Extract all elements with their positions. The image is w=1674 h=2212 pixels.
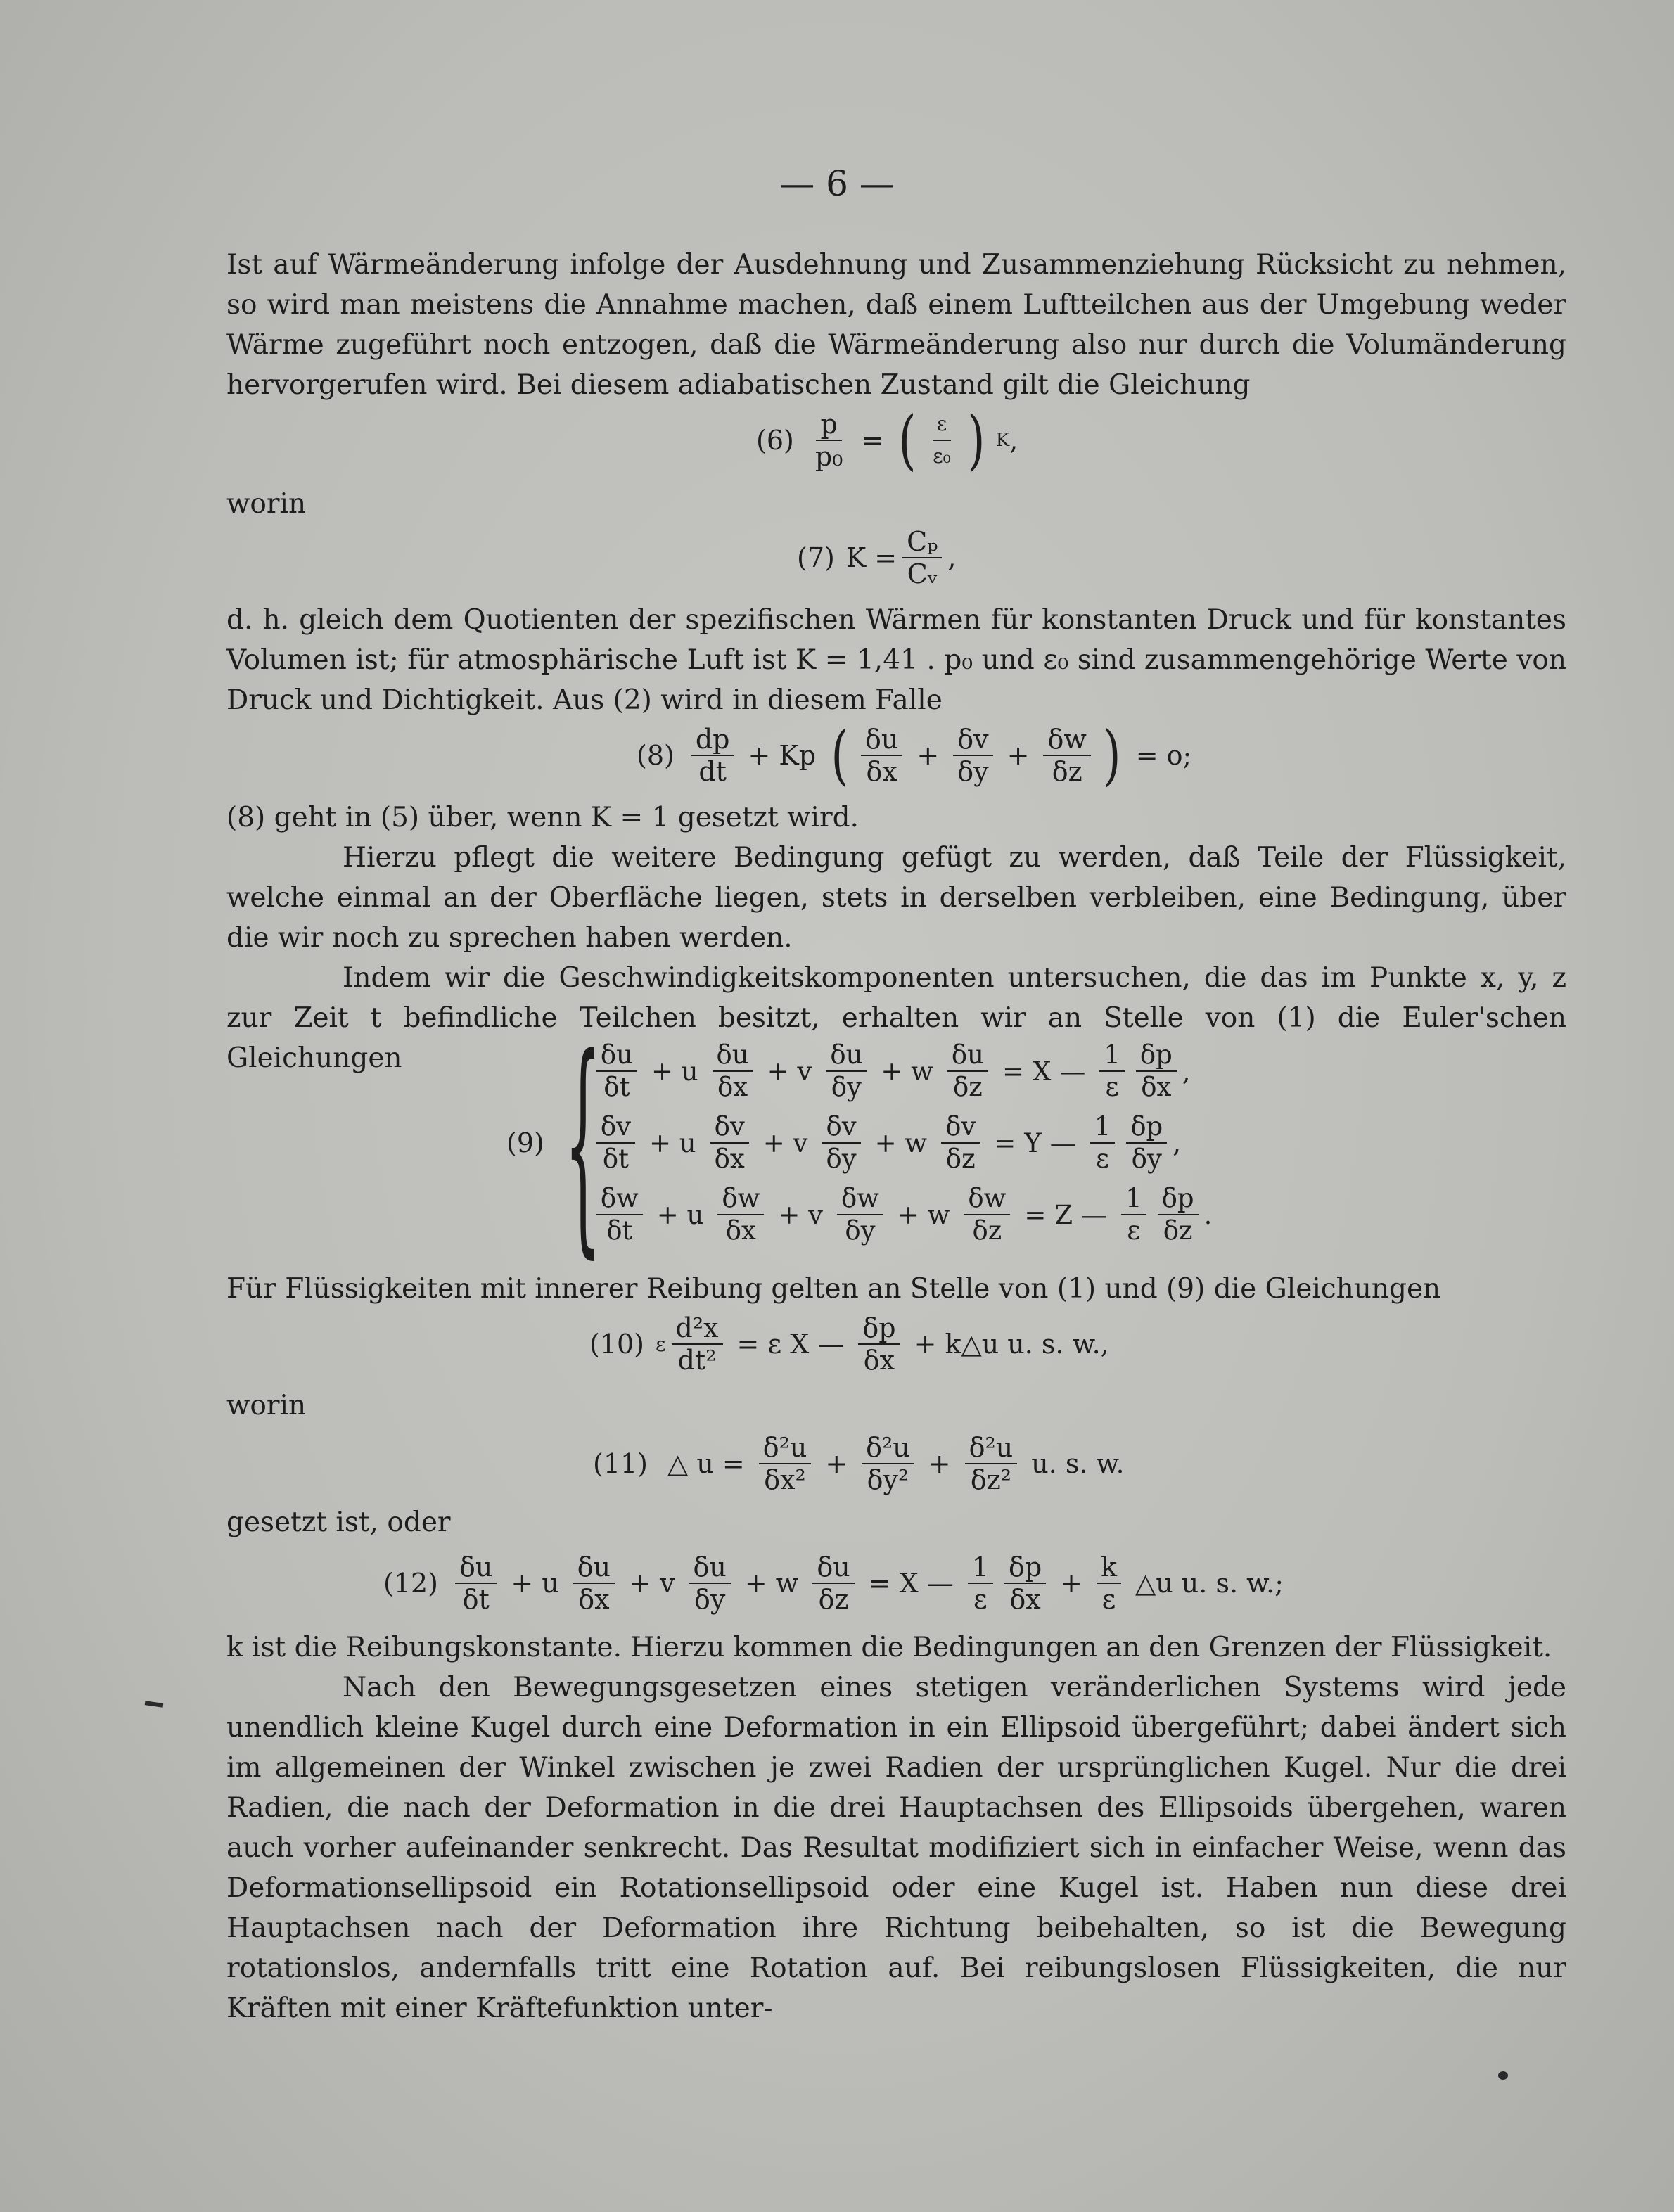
- paragraph-quotient: d. h. gleich dem Quotienten der spezifischen Wärmen für konstanten Druck und für konstantes Volumen ist; für atmosphärische Luft ist K = 1,41 . p₀ und ε₀ sind zusammengehörige Werte von Druck und Dichtigkeit. Aus (2) wird in diesem Falle: [226, 604, 1566, 716]
- euler-row-w: $\frac{\delta w}{\delta t}$ + u $\frac{\delta w}{\delta x}$ + v $\frac{\delta w}{\delta y}$ + w $\frac{\delta w}{\delta z}$ = Z — $\frac{1}{\varepsilon}$ $\frac{\delta p}{\delta z}$ .: [591, 1183, 1213, 1246]
- euler-row-v: $\frac{\delta v}{\delta t}$ + u $\frac{\delta v}{\delta x}$ + v $\frac{\delta v}{\delta y}$ + w $\frac{\delta v}{\delta z}$ = Y — $\frac{1}{\varepsilon}$ $\frac{\delta p}{\delta y}$ ,: [591, 1111, 1213, 1175]
- equation-12: (12) $\frac{\delta u}{\delta t}$ + u $\frac{\delta u}{\delta x}$ + v $\frac{\delta u}{\delta y}$ + w $\frac{\delta u}{\delta z}$ = X — $\frac{1}{\varepsilon}$ $\frac{\delta p}{\delta x}$ + $\frac{k}{\varepsilon}$ △u u. s. w.;: [383, 1552, 1284, 1615]
- equation-10: (10) ε $\frac{\text{d²x}}{\text{dt²}}$ = ε X — $\frac{\delta p}{\delta x}$ + k△u u. s. w.,: [589, 1312, 1109, 1376]
- scan-mark: [145, 1701, 164, 1708]
- paragraph-eq8-note: (8) geht in (5) über, wenn K = 1 gesetzt wird.: [226, 802, 860, 833]
- label-gesetzt: gesetzt ist, oder: [226, 1507, 451, 1538]
- paragraph-viscous-intro: Für Flüssigkeiten mit innerer Reibung gelten an Stelle von (1) und (9) die Gleichungen: [226, 1273, 1441, 1305]
- paragraph-friction-constant: k ist die Reibungskonstante. Hierzu kommen die Bedingungen an den Grenzen der Flüssigkeit.: [226, 1632, 1552, 1663]
- page-number: — 6 —: [779, 163, 895, 204]
- equation-9-euler-system: (9) { $\frac{\delta u}{\delta t}$ + u $\frac{\delta u}{\delta x}$ + v $\frac{\delta u}{\delta y}$ + w $\frac{\delta u}{\delta z}$ = X — $\frac{1}{\varepsilon}$ $\frac{\delta p}{\delta x}$ , $\frac{\delta v}{\delta t}$ + u $\frac{\delta v}{\delta x}$ + v $\frac{\delta v}{\delta y}$ + w $\frac{\delta v}{\delta z}$ = Y — $\frac{1}{\varepsilon}$ $\frac{\delta p}{\delta y}$ , $\frac{\delta w}{\delta t}$ + u $\frac{\delta w}{\delta x}$ + v $\frac{\delta w}{\delta y}$ + w $\frac{\delta w}{\delta z}$ = Z — $\frac{1}{\varepsilon}$ $\frac{\delta p}{\delta z}$ .: [506, 1008, 1213, 1278]
- label-worin-2: worin: [226, 1390, 307, 1421]
- paragraph-adiabatic: Ist auf Wärmeänderung infolge der Ausdehnung und Zusammenziehung Rücksicht zu nehmen, so wird man meistens die Annahme machen, daß einem Luftteilchen aus der Umgebung weder Wärme zugeführt noch entzogen, daß die Wärmeänderung also nur durch die Volumänderung hervorgerufen wird. Bei diesem adiabatischen Zustand gilt die Gleichung: [226, 249, 1566, 401]
- paragraph-deformation: Nach den Bewegungsgesetzen eines stetigen veränderlichen Systems wird jede unendlich kleine Kugel durch eine Deformation in ein Ellipsoid übergeführt; dabei ändert sich im allgemeinen der Winkel zwischen je zwei Radien der ursprünglichen Kugel. Nur die drei Radien, die nach der Deformation in die drei Hauptachsen des Ellipsoids übergehen, waren auch vorher aufeinander senkrecht. Das Resultat modifiziert sich in einfacher Weise, wenn das Deformationsellipsoid ein Rotationsellipsoid oder eine Kugel ist. Haben nun diese drei Hauptachsen nach der Deformation ihre Richtung beibehalten, so ist die Bewegung rotationslos, andernfalls tritt eine Rotation auf. Bei reibungslosen Flüssigkeiten, die nur Kräften mit einer Kräftefunktion unter-: [226, 1672, 1566, 2024]
- equation-8: (8) $\frac{dp}{dt}$ + Kp ( $\frac{\delta u}{\delta x}$ + $\frac{\delta v}{\delta y}$ + $\frac{\delta w}{\delta z}$ ) = o;: [637, 717, 1192, 793]
- equation-11: (11) △ u = $\frac{\text{δ²u}}{\text{δx²}}$ + $\frac{\text{δ²u}}{\text{δy²}}$ + $\frac{\text{δ²u}}{\text{δz²}}$ u. s. w.: [593, 1432, 1125, 1495]
- equation-6: (6) $\frac{p}{\text{p₀}}$ = ( $\frac{\varepsilon}{\text{ε₀}}$ ) K ,: [756, 402, 1018, 478]
- label-worin-1: worin: [226, 488, 307, 520]
- euler-row-u: $\frac{\delta u}{\delta t}$ + u $\frac{\delta u}{\delta x}$ + v $\frac{\delta u}{\delta y}$ + w $\frac{\delta u}{\delta z}$ = X — $\frac{1}{\varepsilon}$ $\frac{\delta p}{\delta x}$ ,: [591, 1040, 1213, 1103]
- equation-7: (7) K = $\frac{\text{Cₚ}}{\text{Cᵥ}}$ ,: [797, 526, 957, 589]
- paragraph-boundary: Hierzu pflegt die weitere Bedingung gefügt zu werden, daß Teile der Flüssigkeit, welche einmal an der Oberfläche liegen, stets in derselben verbleiben, eine Bedingung, über die wir noch zu sprechen haben werden.: [226, 842, 1566, 954]
- paragraph-euler-intro: Indem wir die Geschwindigkeitskomponenten untersuchen, die das im Punkte x, y, z zur Zeit t befindliche Teilchen besitzt, erhalten wir an Stelle von (1) die Euler'schen Gleichungen: [226, 962, 1566, 1074]
- scan-speck: [1498, 2071, 1508, 2080]
